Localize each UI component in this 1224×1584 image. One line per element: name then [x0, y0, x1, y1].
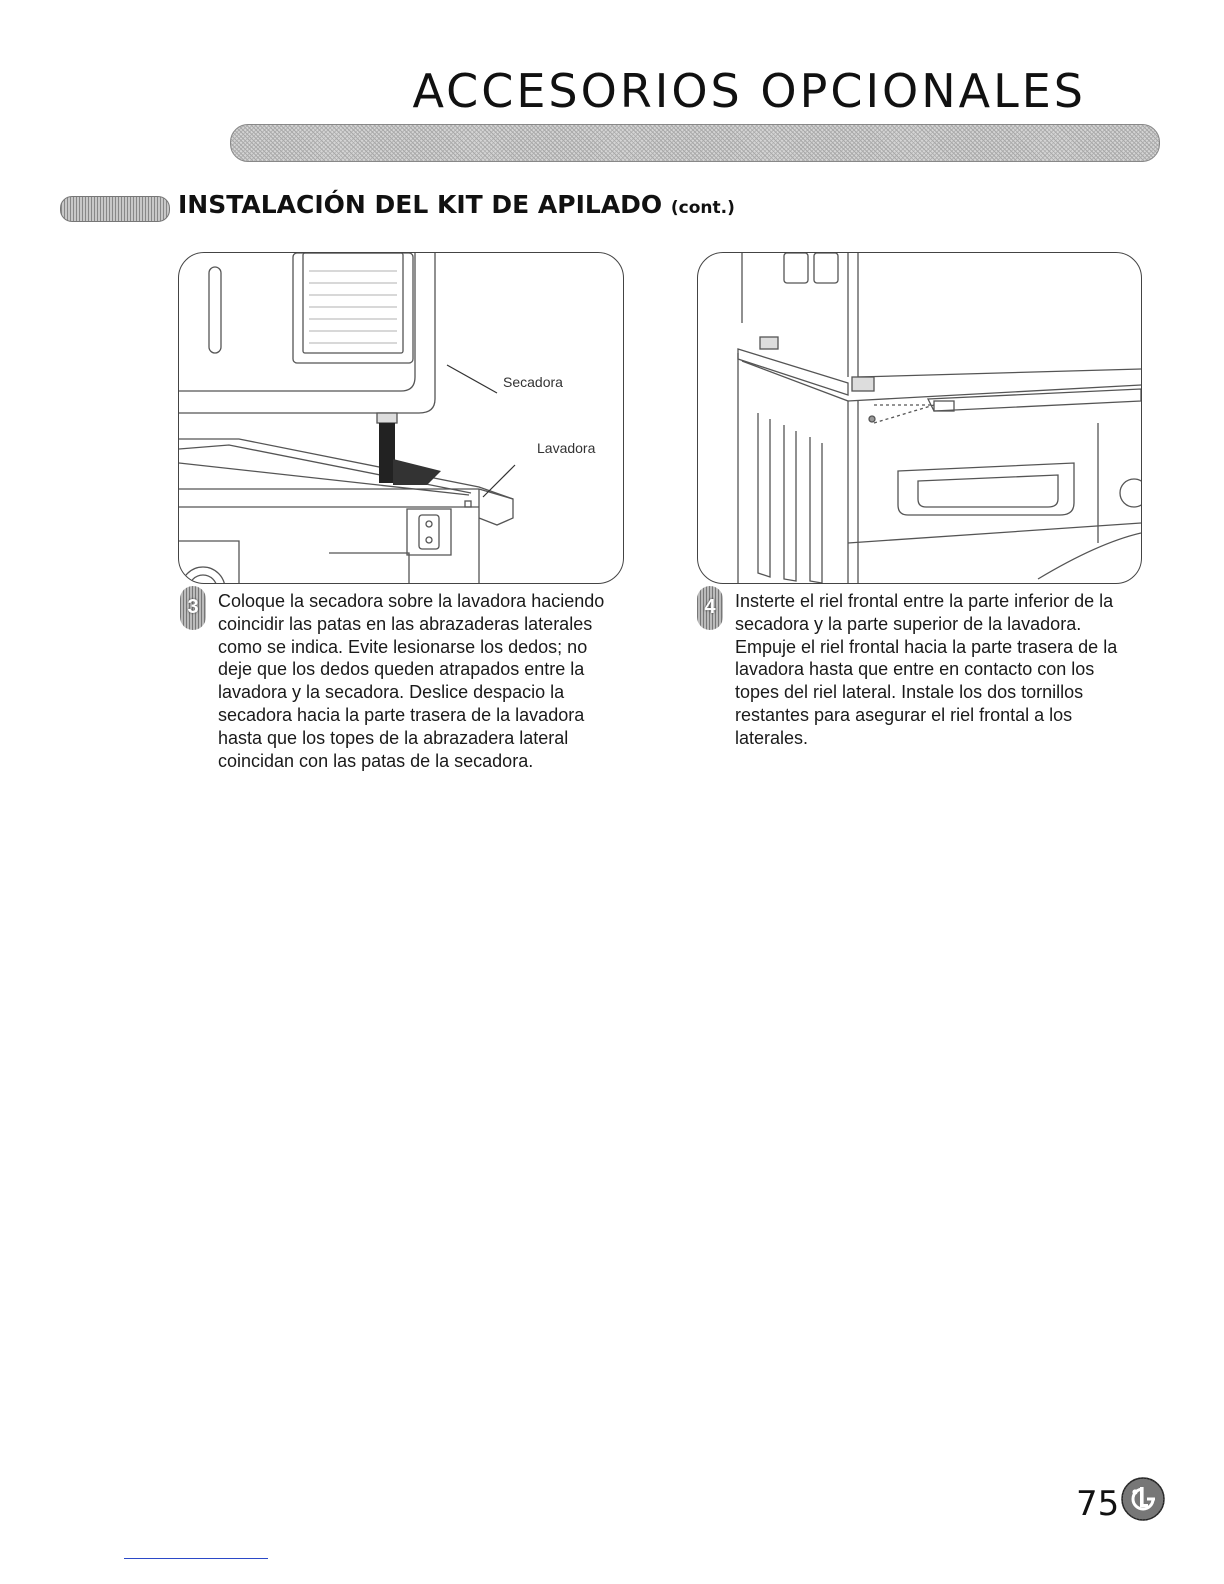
front-rail-drawing — [698, 253, 1141, 583]
section-title-suffix: (cont.) — [670, 198, 735, 218]
step-3-illustration — [178, 252, 624, 584]
step-4-description: Insterte el riel frontal entre la parte inferior de la secadora y la parte superior de la lavadora. Empuje el riel frontal hacia la parte trasera de la lavadora hasta que entre en contacto con los topes del riel lateral. Instale los dos tornillos restantes para asegurar el riel frontal a los laterales. — [735, 591, 1118, 748]
dryer-on-washer-drawing — [179, 253, 623, 583]
dryer-callout: Secadora — [503, 374, 563, 390]
step-4-badge: 4 — [697, 586, 723, 630]
section-title-text: INSTALACIÓN DEL KIT DE APILADO — [178, 190, 663, 219]
section-header — [60, 188, 860, 228]
page-title: ACCESORIOS OPCIONALES — [412, 64, 1086, 118]
section-decorative-bar — [60, 196, 170, 222]
washer-callout: Lavadora — [537, 440, 596, 456]
step-4-illustration — [697, 252, 1142, 584]
step-3-description: Coloque la secadora sobre la lavadora haciendo coincidir las patas en las abrazaderas laterales como se indica. Evite lesionarse los dedos; no deje que los dedos queden atrapados entre la lavadora y la secadora. Deslice despacio la secadora hacia la parte trasera de la lavadora hasta que los topes de la abrazadera lateral coincidan con las patas de la secadora. — [218, 591, 605, 771]
page-number: 75 — [1076, 1484, 1120, 1524]
lg-logo-icon — [1121, 1477, 1165, 1521]
section-title — [178, 190, 735, 219]
title-decorative-bar — [230, 124, 1160, 162]
step-3-badge: 3 — [180, 586, 206, 630]
bottom-rule — [124, 1558, 268, 1559]
